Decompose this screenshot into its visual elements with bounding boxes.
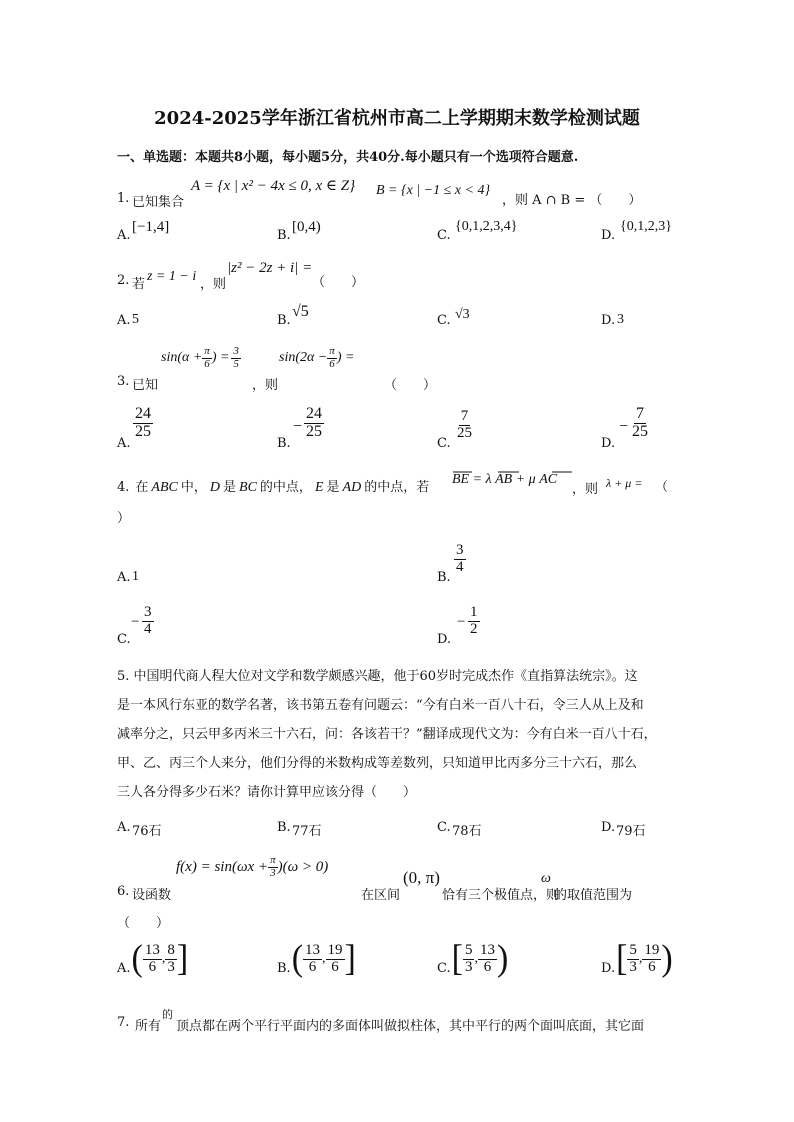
q6-option-label: B.	[277, 961, 291, 976]
q1-lead: 已知集合	[132, 195, 185, 210]
q2-condition: z = 1 − i	[147, 269, 197, 284]
q3-six-2: 6	[329, 357, 335, 370]
q6-comma: ,	[161, 951, 166, 966]
q6-upper-bound-num: 8	[167, 941, 175, 958]
q2-lead: 若	[132, 277, 146, 292]
q1-ask: ，则 A ∩ B = （ ）	[502, 193, 642, 208]
q3-option-b	[304, 406, 324, 441]
q7-text-b: 的	[162, 1008, 173, 1021]
q3-expr-pi-over-6	[327, 346, 337, 370]
q5-option-a: 76石	[132, 824, 162, 839]
q4-point-d: D	[209, 480, 221, 495]
q2-option-b-label: B.	[277, 313, 291, 328]
q6-lower-bound	[627, 943, 639, 976]
q4-option-b	[454, 543, 466, 576]
q4-vector-equation: BE = λ AB + μ AC	[452, 472, 558, 487]
q6-option-row	[117, 940, 188, 978]
q7-text-c: 顶点都在两个平行平面内的多面体叫做拟柱体，其中平行的两个面叫底面，其它面	[176, 1019, 645, 1034]
q6-open-bracket: [	[616, 938, 628, 979]
q5-line-3: 减率分之，只云甲多丙米三十六石，问：各该若干？”翻译成现代文为：今有白米一百八十石，	[117, 727, 657, 742]
q6-comma: ,	[474, 951, 478, 966]
q3-pi: π	[204, 345, 210, 357]
q6-option-row	[601, 940, 673, 978]
q4-option-c-num: 3	[144, 604, 152, 620]
q3-expression	[279, 346, 354, 370]
q4-option-d-num: 1	[470, 604, 478, 620]
q6-option-row	[437, 940, 508, 978]
q3-cond-pi-over-6	[202, 346, 212, 370]
q3-pi-2: π	[329, 345, 335, 357]
q6-omega: ω	[541, 871, 551, 886]
q6-pi-over-3	[268, 855, 278, 879]
q6-option-b	[277, 940, 356, 978]
q4-text-5: 是	[326, 480, 340, 495]
q4-option-b-num: 3	[456, 542, 464, 558]
q6-upper-bound-num: 19	[644, 941, 660, 958]
q3-option-c-label: C.	[437, 436, 451, 451]
q6-close-bracket: ]	[344, 938, 356, 979]
q6-upper-bound	[326, 943, 345, 976]
q2-option-a: 5	[132, 312, 139, 327]
exam-title: 2024-2025学年浙江省杭州市高二上学期期末数学检测试题	[154, 108, 640, 129]
q2-option-b: √5	[292, 303, 309, 320]
q4-paren-close: ）	[117, 511, 131, 526]
q1-option-c-label: C.	[437, 228, 451, 243]
q4-option-d-den: 2	[470, 620, 478, 637]
q4-paren-open: （	[655, 480, 669, 495]
q4-point-e: E	[314, 480, 324, 495]
q6-open-bracket: [	[451, 938, 463, 979]
q6-lower-bound-num: 5	[464, 941, 473, 958]
q3-expr-fn: sin(2α −	[279, 350, 328, 366]
q1-set-b: B = {x | −1 ≤ x < 4}	[376, 183, 491, 198]
q4-number: 4.	[117, 480, 130, 495]
q3-option-d-den: 25	[632, 422, 648, 440]
q6-lower-bound	[303, 943, 322, 976]
q1-number: 1.	[117, 191, 130, 206]
q6-option-row	[277, 940, 356, 978]
q6-close-bracket: ]	[176, 938, 189, 979]
q6-option-c	[437, 940, 508, 978]
q6-lower-bound	[463, 943, 475, 976]
q6-open-bracket: (	[291, 938, 304, 979]
q3-option-a-num: 24	[135, 405, 151, 422]
q4-option-d	[468, 605, 480, 638]
q4-text-1: 在	[135, 480, 149, 495]
q3-option-b-sign: −	[293, 418, 303, 435]
q7-number: 7.	[117, 1015, 130, 1030]
q1-set-a: A = {x | x² − 4x ≤ 0, x ∈ Z}	[191, 178, 356, 194]
q3-three: 3	[233, 345, 239, 357]
q5-option-c: 78石	[452, 824, 482, 839]
q6-function	[176, 855, 328, 879]
q4-option-c	[142, 605, 154, 638]
q4-sum: λ + μ =	[606, 476, 643, 490]
q6-pi: π	[270, 854, 276, 866]
q6-option-d	[601, 940, 673, 978]
q4-option-b-label: B.	[437, 570, 451, 585]
q5-line-1: 5. 中国明代商人程大位对文学和数学颇感兴趣，他于60岁时完成杰作《直指算法统宗》。这	[117, 669, 638, 684]
q3-paren: （ ）	[384, 378, 437, 393]
q4-vector-arrows	[452, 467, 582, 477]
q6-options	[117, 940, 677, 996]
q2-option-c-label: C.	[437, 313, 451, 328]
q3-option-b-num: 24	[306, 405, 322, 422]
q4-option-c-sign: −	[131, 614, 140, 630]
section-heading: 一、单选题：本题共8小题，每小题5分，共40分.每小题只有一个选项符合题意.	[117, 150, 579, 165]
q6-lower-bound	[143, 943, 162, 976]
q6-close-bracket: )	[661, 938, 673, 979]
q3-option-a	[133, 406, 153, 441]
q3-five: 5	[233, 357, 239, 370]
q6-lead: 设函数	[132, 888, 172, 903]
q5-line-2: 是一本风行东亚的数学名著，该书第五卷有问题云：“今有白米一百八十石，令三人从上及和	[117, 698, 644, 713]
q6-fn-tail: )(ω > 0)	[277, 858, 329, 875]
q6-upper-bound	[478, 943, 497, 976]
q3-option-d-label: D.	[601, 436, 616, 451]
q6-interval: (0, π)	[403, 868, 440, 887]
q3-option-b-den: 25	[306, 422, 322, 440]
q1-option-a-label: A.	[117, 228, 131, 243]
q6-interval-expression	[452, 940, 509, 978]
q6-upper-bound	[642, 943, 661, 976]
q6-lower-bound-num: 5	[629, 941, 637, 958]
q6-upper-bound-den: 6	[331, 958, 339, 975]
q5-option-b: 77石	[292, 824, 322, 839]
q4-text-6: 的中点，若	[364, 480, 430, 495]
q3-expr-eq: ) =	[336, 350, 355, 366]
q6-fn-head: f(x) = sin(ωx +	[176, 858, 269, 875]
q5-option-d-label: D.	[601, 820, 616, 835]
q6-option-label: A.	[117, 961, 131, 976]
q6-three: 3	[270, 866, 276, 879]
q6-number: 6.	[117, 884, 130, 899]
q6-open-bracket: (	[131, 938, 143, 979]
q4-option-a-label: A.	[117, 570, 131, 585]
q6-lower-bound-den: 6	[148, 958, 157, 975]
q5-option-a-label: A.	[117, 820, 131, 835]
q2-paren: （ ）	[312, 275, 365, 290]
q2-option-d-label: D.	[601, 313, 616, 328]
q6-upper-bound-num: 19	[327, 941, 343, 958]
q6-lower-bound-den: 3	[464, 958, 473, 975]
q3-cond-fn: sin(α +	[161, 350, 203, 366]
q1-option-d-label: D.	[601, 228, 616, 243]
q6-option-label: C.	[437, 961, 451, 976]
q6-interval-expression	[292, 940, 356, 978]
q6-upper-bound-num: 13	[479, 941, 495, 958]
q4-option-c-label: C.	[117, 632, 131, 647]
q2-option-a-label: A.	[117, 313, 131, 328]
q3-option-c-num: 7	[460, 408, 469, 424]
q3-option-d-num: 7	[636, 405, 644, 422]
q6-paren: （ ）	[117, 916, 170, 931]
q3-condition	[161, 346, 241, 370]
q5-line-4: 甲、乙、丙三个人来分，他们分得的米数构成等差数列，只知道甲比丙多分三十六石，那么	[117, 756, 638, 771]
q4-text-7: ，则	[572, 482, 599, 497]
q5-option-d: 79石	[616, 824, 646, 839]
q3-option-b-label: B.	[277, 436, 291, 451]
q4-option-b-den: 4	[456, 558, 464, 575]
q3-number: 3.	[117, 374, 130, 389]
q4-segment-ad: AD	[342, 480, 362, 495]
q6-upper-bound-den: 6	[648, 958, 656, 975]
q4-option-a: 1	[132, 569, 139, 584]
q3-option-a-den: 25	[135, 422, 151, 440]
q6-option-label: D.	[601, 961, 616, 976]
q3-option-c-den: 25	[457, 424, 472, 441]
q3-option-d-sign: −	[619, 418, 629, 435]
q2-option-d: 3	[617, 312, 624, 327]
q1-option-b-label: B.	[277, 228, 291, 243]
q3-cond-3-over-5	[231, 346, 241, 370]
q4-text-2: 中，	[180, 480, 207, 495]
q5-option-c-label: C.	[437, 820, 451, 835]
q4-option-d-label: D.	[437, 632, 452, 647]
q1-option-a: [−1,4]	[132, 219, 170, 235]
q4-text-3: 是	[223, 480, 237, 495]
q6-lower-bound-den: 6	[308, 958, 317, 975]
q4-segment-bc: BC	[239, 480, 257, 495]
q3-option-a-label: A.	[117, 436, 131, 451]
q3-option-d	[630, 406, 650, 441]
q5-option-b-label: B.	[277, 820, 291, 835]
q6-close-bracket: )	[496, 938, 509, 979]
q6-tail-2: 的取值范围为	[554, 888, 633, 903]
q2-option-c: √3	[455, 307, 470, 322]
q6-comma: ,	[322, 951, 326, 966]
q3-option-c	[455, 409, 474, 442]
q2-number: 2.	[117, 273, 130, 288]
q6-upper-bound	[165, 943, 177, 976]
q4-triangle: ABC	[151, 480, 178, 495]
q3-cond-eq: ) =	[211, 350, 230, 366]
q3-ask-lead: ，则	[252, 378, 279, 393]
q5-line-5: 三人各分得多少石米？请你计算甲应该分得（ ）	[117, 785, 417, 800]
q1-option-b: [0,4)	[292, 219, 321, 235]
q6-mid: 在区间	[361, 888, 401, 903]
q4-text-4: 的中点，	[259, 480, 312, 495]
q6-lower-bound-num: 13	[144, 941, 160, 958]
q6-upper-bound-den: 6	[483, 958, 492, 975]
q6-tail: 恰有三个极值点，则	[442, 888, 560, 903]
q7-text-a: 所有	[135, 1019, 162, 1034]
q6-lower-bound-den: 3	[629, 958, 637, 975]
q4-option-d-sign: −	[457, 614, 466, 630]
q3-lead: 已知	[132, 378, 159, 393]
q1-option-c: {0,1,2,3,4}	[455, 219, 518, 234]
q4-stem	[117, 476, 429, 496]
q6-option-a	[117, 940, 188, 978]
q2-expression: |z² − 2z + i| =	[227, 260, 313, 276]
q6-interval-expression	[616, 940, 673, 978]
q4-option-c-den: 4	[144, 620, 152, 637]
q6-lower-bound-num: 13	[305, 941, 321, 958]
q6-upper-bound-den: 3	[167, 958, 175, 975]
q1-option-d: {0,1,2,3}	[620, 219, 672, 234]
q6-interval-expression	[132, 940, 189, 978]
q6-comma: ,	[638, 951, 643, 966]
q2-ask-lead: ，则	[200, 277, 227, 292]
q3-six: 6	[204, 357, 210, 370]
